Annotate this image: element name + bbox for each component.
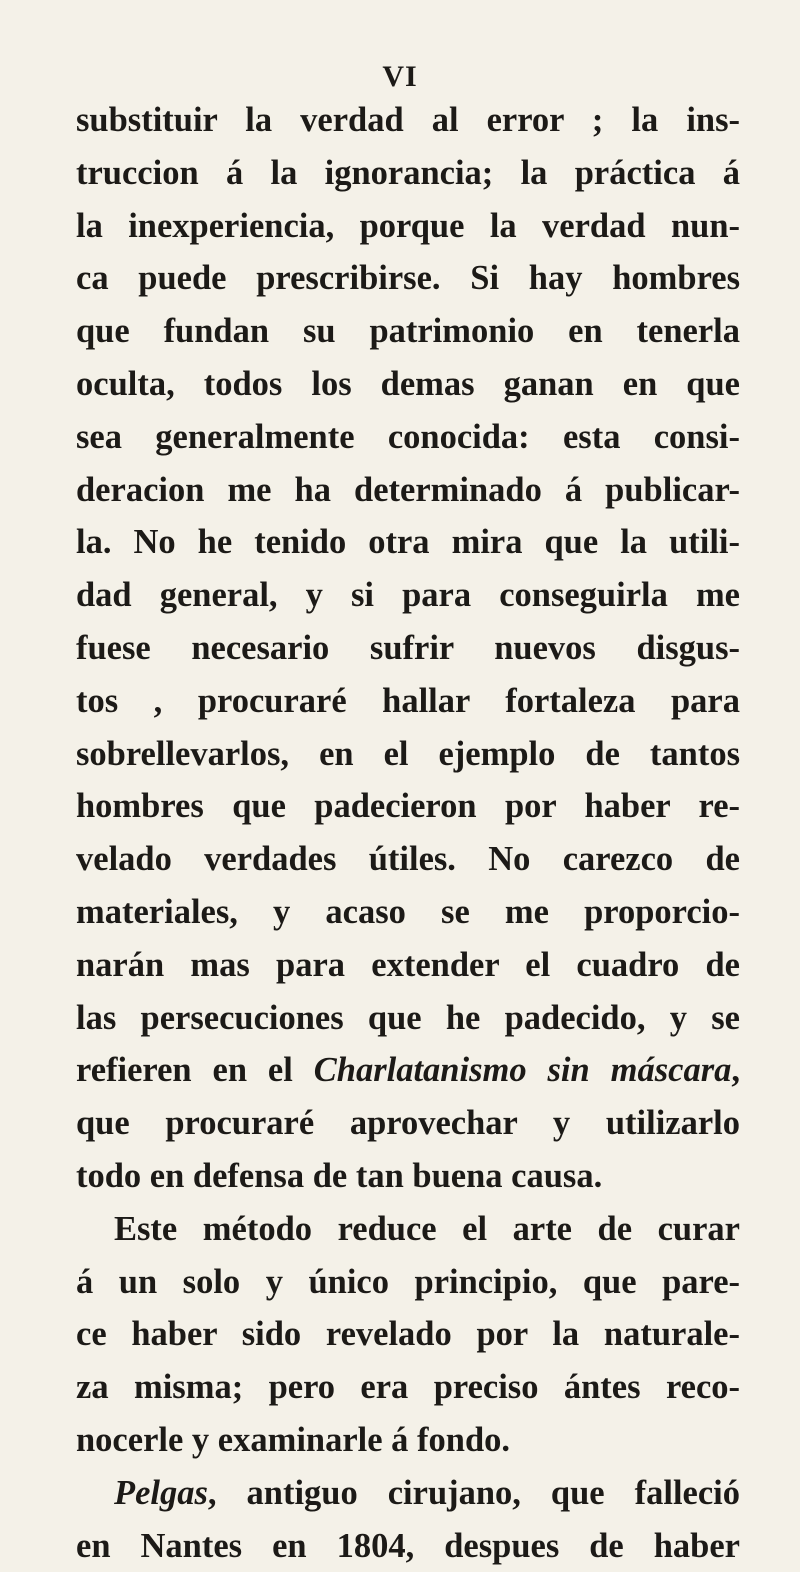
text-line-1: substituir la verdad al error ; la ins- xyxy=(76,101,740,139)
text-line-19-start: refieren en el xyxy=(76,1051,314,1090)
text-line-24: ce haber sido revelado por la naturale- xyxy=(76,1315,740,1354)
text-line-6: oculta, todos los demas ganan en que xyxy=(76,364,740,403)
text-line-3: la inexperiencia, porque la verdad nun- xyxy=(76,206,740,245)
text-line-21: todo en defensa de tan buena causa. xyxy=(76,1156,603,1195)
text-line-14: hombres que padecieron por haber re- xyxy=(76,787,740,826)
text-line-2: truccion á la ignorancia; la práctica á xyxy=(76,153,740,192)
text-line-15: velado verdades útiles. No carezco de xyxy=(76,840,740,879)
text-line-13: sobrellevarlos, en el ejemplo de tantos xyxy=(76,734,740,773)
text-line-25: za misma; pero era preciso ántes reco- xyxy=(76,1368,740,1407)
page-number: VI xyxy=(382,60,418,93)
text-line-7: sea generalmente conocida: esta consi- xyxy=(76,417,740,456)
text-line-19-end: , xyxy=(731,1051,740,1090)
text-line-26: nocerle y examinarle á fondo. xyxy=(76,1420,511,1459)
text-line-27 xyxy=(76,1467,740,1520)
body-text xyxy=(76,94,740,1572)
text-line-4: ca puede prescribirse. Si hay hombres xyxy=(76,259,740,298)
person-name-italic: Pelgas xyxy=(114,1473,208,1512)
text-line-22: Este método reduce el arte de curar xyxy=(114,1209,740,1248)
text-line-10: dad general, y si para conseguirla me xyxy=(76,576,740,615)
text-line-17: narán mas para extender el cuadro de xyxy=(76,945,740,984)
text-line-8: deracion me ha determinado á publicar- xyxy=(76,470,740,509)
book-title-italic: Charlatanismo sin máscara xyxy=(313,1051,732,1090)
text-line-16: materiales, y acaso se me proporcio- xyxy=(76,892,740,931)
text-line-28: en Nantes en 1804, despues de haber xyxy=(76,1526,740,1565)
text-line-11: fuese necesario sufrir nuevos disgus- xyxy=(76,628,740,667)
text-line-12: tos , procuraré hallar fortaleza para xyxy=(76,681,740,720)
text-line-19 xyxy=(76,1044,740,1097)
text-line-18: las persecuciones que he padecido, y se xyxy=(76,998,740,1037)
text-line-27-rest: , antiguo cirujano, que falleció xyxy=(207,1473,740,1512)
text-line-20: que procuraré aprovechar y utilizarlo xyxy=(76,1104,740,1143)
text-line-9: la. No he tenido otra mira que la utili- xyxy=(76,523,740,562)
text-line-5: que fundan su patrimonio en tenerla xyxy=(76,312,740,351)
text-line-23: á un solo y único principio, que pare- xyxy=(76,1262,740,1301)
